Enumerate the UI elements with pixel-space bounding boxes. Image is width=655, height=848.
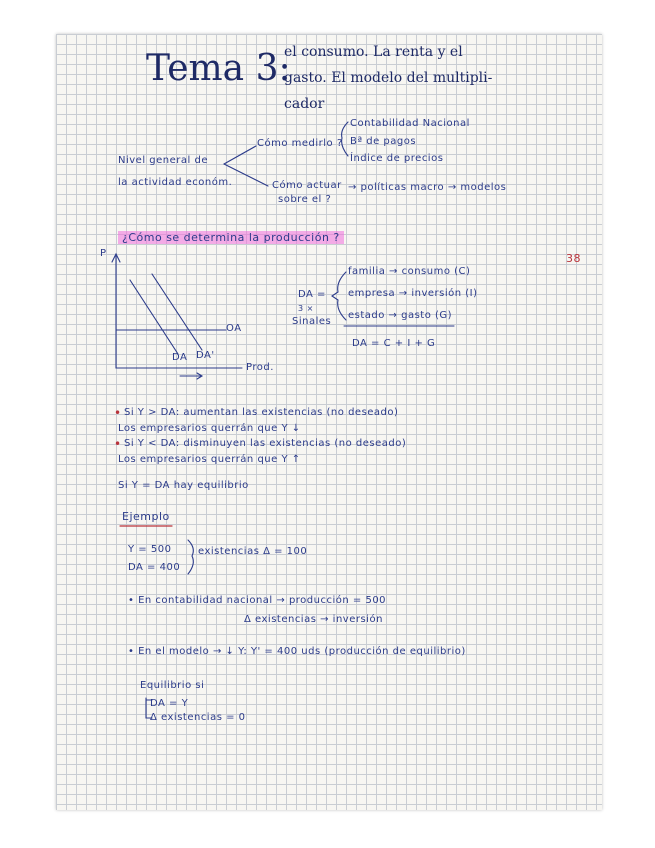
condition-text-5: Si Y = DA hay equilibrio: [118, 480, 249, 491]
condition-text-3: Si Y < DA: disminuyen las existencias (no deseado): [124, 438, 407, 449]
nivel-line2: la actividad económ.: [118, 177, 233, 188]
example-heading: Ejemplo: [122, 510, 170, 523]
da-lhs: DA =: [298, 289, 326, 300]
title-line2: gasto. El modelo del multipli-: [284, 70, 493, 86]
graph-shift-arrow: [180, 373, 202, 379]
medirlo-label: Cómo medirlo ?: [257, 138, 343, 149]
graph-da2-label: DA': [196, 350, 215, 361]
graph-y-label: P: [100, 248, 107, 259]
da-item-2: empresa → inversión (I): [348, 288, 478, 299]
equilibrium-item-2: Δ existencias = 0: [150, 712, 246, 723]
question-highlight: ¿Cómo se determina la producción ?: [118, 231, 344, 244]
condition-text-1: Si Y > DA: aumentan las existencias (no deseado): [124, 407, 399, 418]
equilibrium-heading: Equilibrio si: [140, 680, 205, 691]
example-brace: [188, 540, 193, 574]
da-item-1: familia → consumo (C): [348, 266, 471, 277]
da-left-note-1: 3 ×: [298, 304, 314, 313]
medir-brace: [342, 122, 348, 156]
actuar-line1: Cómo actuar: [272, 180, 342, 191]
equilibrium-item-1: DA = Y: [150, 698, 189, 709]
graph-da2-curve: [152, 274, 202, 350]
example-contab: • En contabilidad nacional → producción = 500: [128, 595, 387, 606]
condition-text-2: Los empresarios querrán que Y ↓: [118, 423, 301, 434]
actuar-result: → políticas macro → modelos: [348, 182, 507, 193]
example-da-line: DA = 400: [128, 562, 181, 573]
example-y-line: Y = 500: [128, 544, 172, 555]
margin-note: 38: [566, 252, 581, 265]
bracket-upper-stroke: [224, 146, 256, 164]
graph-x-label: Prod.: [246, 362, 274, 373]
medir-item-1: Contabilidad Nacional: [350, 118, 470, 129]
nivel-line1: Nivel general de: [118, 155, 208, 166]
medir-item-3: Índice de precios: [350, 153, 444, 164]
condition-bullet-1: •: [114, 406, 122, 420]
actuar-line2: sobre el ?: [278, 194, 332, 205]
example-model: • En el modelo → ↓ Y: Y' = 400 uds (producción de equilibrio): [128, 646, 466, 657]
condition-text-4: Los empresarios querrán que Y ↑: [118, 454, 301, 465]
equilibrium-bracket: [146, 698, 152, 718]
medir-item-2: Bª de pagos: [350, 136, 417, 147]
pen-strokes: [56, 34, 602, 810]
title-line1: el consumo. La renta y el: [284, 44, 463, 60]
graph-da-label: DA: [172, 352, 188, 363]
example-result: existencias Δ = 100: [198, 546, 308, 557]
title-line3: cador: [284, 96, 325, 112]
graph-da-curve: [130, 280, 178, 354]
graph-oa-label: OA: [226, 323, 242, 334]
graph-axes: [116, 256, 242, 368]
condition-bullet-3: •: [114, 437, 122, 451]
notebook-page: [56, 34, 602, 810]
title-main: Tema 3:: [146, 48, 291, 89]
da-brace: [332, 272, 346, 320]
da-item-3: estado → gasto (G): [348, 310, 453, 321]
bracket-lower-stroke: [224, 164, 268, 186]
da-left-note-2: Sinales: [292, 316, 332, 327]
da-equation: DA = C + I + G: [352, 338, 436, 349]
example-delta: Δ existencias → inversión: [244, 614, 383, 625]
